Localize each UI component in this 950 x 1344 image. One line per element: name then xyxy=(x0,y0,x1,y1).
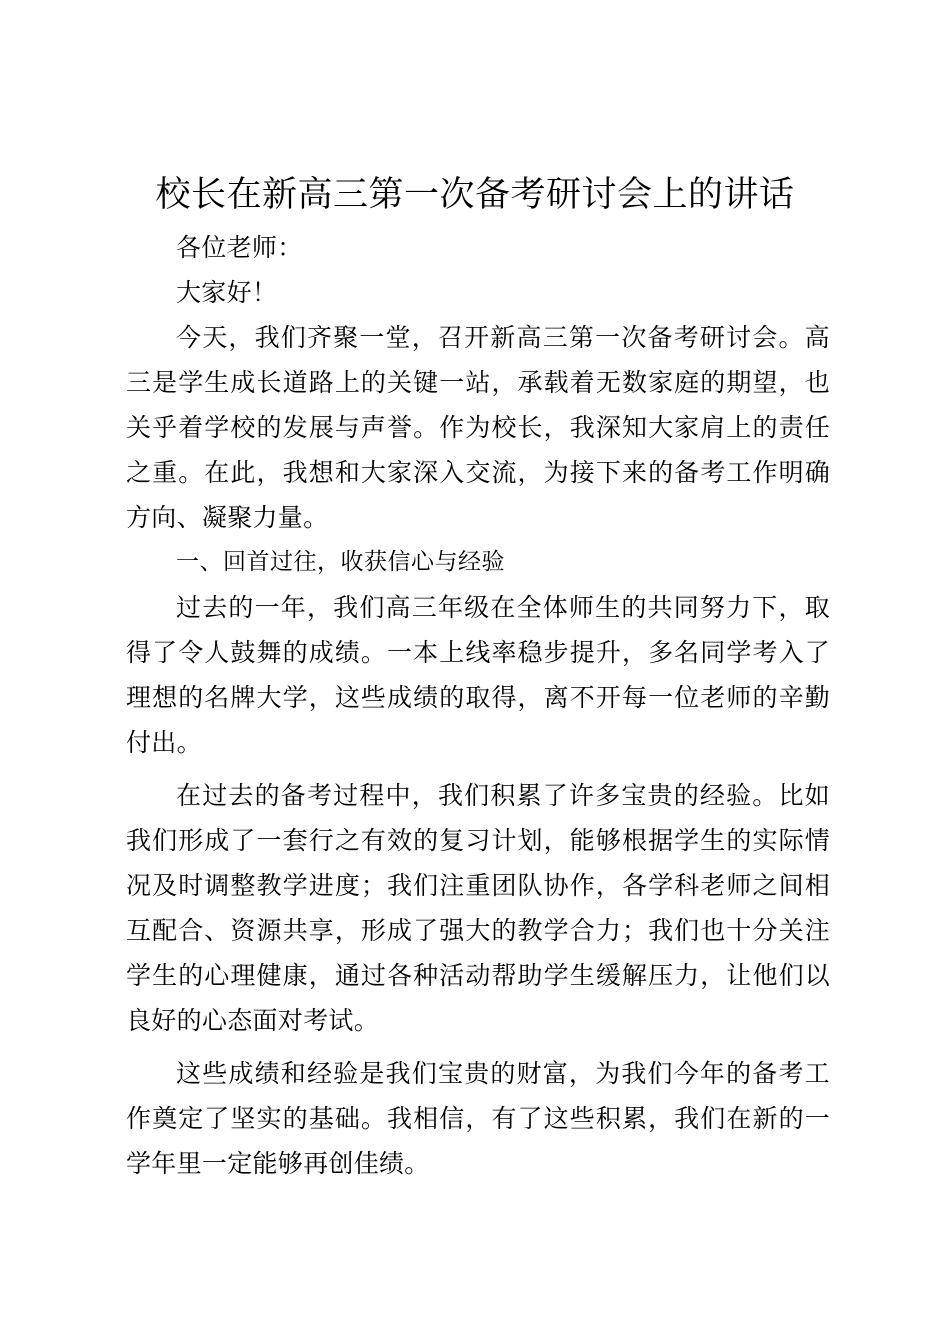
document-body xyxy=(126,225,830,1186)
section-heading: 一、回首过往，收获信心与经验 xyxy=(176,549,505,575)
section-paragraph-2: 在过去的备考过程中，我们积累了许多宝贵的经验。比如我们形成了一套行之有效的复习计划，能够根据学生的实际情况及时调整教学进度；我们注重团队协作，各学科老师之间相互配合、资源共享，形成了强大的教学合力；我们也十分关注学生的心理健康，通过各种活动帮助学生缓解压力，让他们以良好的心态面对考试。 xyxy=(126,781,830,1035)
section-paragraph-3: 这些成绩和经验是我们宝贵的财富，为我们今年的备考工作奠定了坚实的基础。我相信，有了这些积累，我们在新的一学年里一定能够再创佳绩。 xyxy=(126,1059,830,1178)
section-paragraph-1: 过去的一年，我们高三年级在全体师生的共同努力下，取得了令人鼓舞的成绩。一本上线率稳步提升，多名同学考入了理想的名牌大学，这些成绩的取得，离不开每一位老师的辛勤付出。 xyxy=(126,593,830,757)
salutation: 大家好！ xyxy=(176,278,278,307)
document-title: 校长在新高三第一次备考研讨会上的讲话 xyxy=(155,175,795,215)
greeting: 各位老师： xyxy=(176,233,303,262)
intro-paragraph: 今天，我们齐聚一堂，召开新高三第一次备考研讨会。高三是学生成长道路上的关键一站，承载着无数家庭的期望，也关乎着学校的发展与声誉。作为校长，我深知大家肩上的责任之重。在此，我想和大家深入交流，为接下来的备考工作明确方向、凝聚力量。 xyxy=(126,323,830,532)
